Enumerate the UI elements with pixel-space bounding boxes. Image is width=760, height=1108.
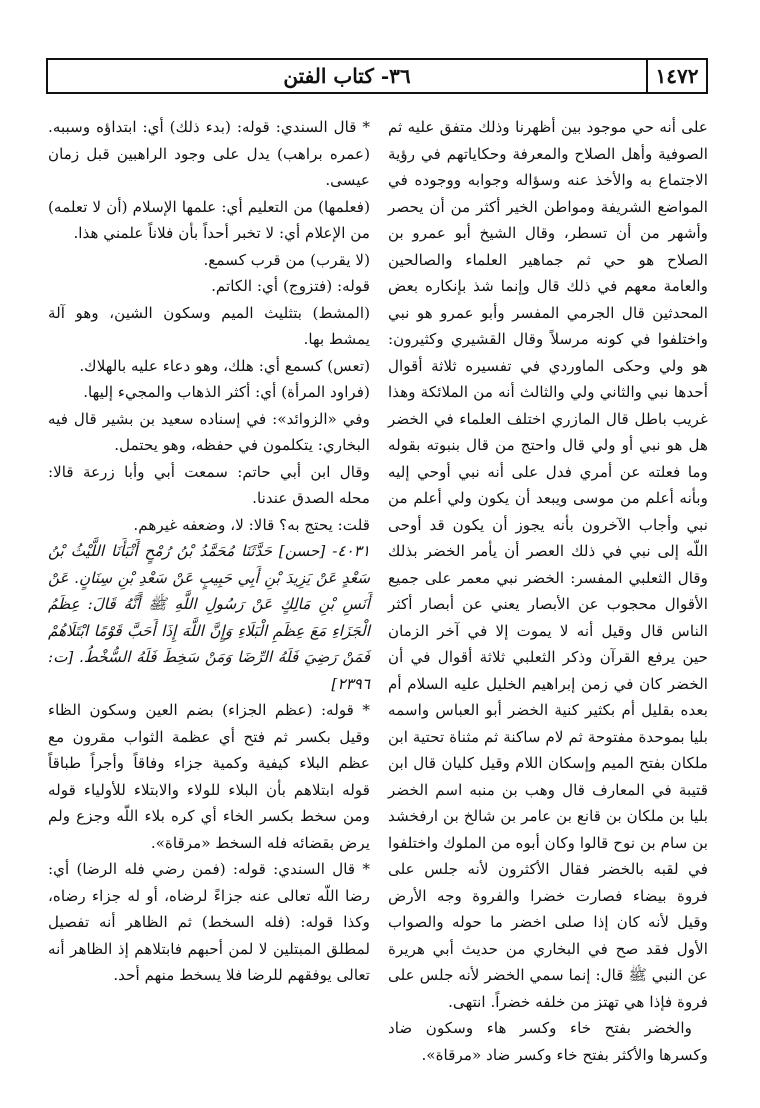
hadith-text: ٤٠٣١- [حسن] حَدَّثَنَا مُحَمَّدُ بْنُ رُمْحٍ أَنْبَأَنَا اللَّيْثُ بْنُ سَعْدٍ عَنْ يَزِيدَ بْنِ أَبِي حَبِيبٍ عَنْ سَعْدِ بْنِ سِنَانٍ. عَنْ أَنَسِ بْنِ مَالِكٍ عَنْ رَسُولِ اللَّهِ ﷺ أَنَّهُ قَالَ: عِظَمُ الْجَزَاءِ مَعَ عِظَمِ الْبَلَاءِ وَإِنَّ اللَّهَ إِذَا أَحَبَّ قَوْمًا ابْتَلَاهُمْ فَمَنْ رَضِيَ فَلَهُ الرِّضَا وَمَنْ سَخِطَ فَلَهُ السُّخْطُ. [ت: ٢٣٩٦] [48, 542, 370, 693]
commentary-paragraph: * قال السندي: قوله: (بدء ذلك) أي: ابتداؤه وسببه. (عمره براهب) يدل على وجود الراهبين قبل زمان عيسى. [48, 118, 370, 189]
right-column [388, 114, 708, 1068]
commentary-paragraph: وفي «الزوائد»: في إسناده سعيد بن بشير قال فيه البخاري: يتكلمون في حفظه، وهو يحتمل. [48, 409, 370, 454]
commentary-paragraph: وقال ابن أبي حاتم: سمعت أبي وأبا زرعة قالا: محله الصدق عندنا. [48, 462, 370, 507]
paragraph: والخضر بفتح خاء وكسر هاء وسكون ضاد وكسرها والأكثر بفتح خاء وكسر ضاد «مرقاة». [388, 1019, 708, 1064]
left-column [48, 114, 370, 989]
commentary-paragraph: * قوله: (عظم الجزاء) بضم العين وسكون الظاء وقيل بكسر ثم فتح أي عظمة الثواب مقرون مع عظم البلاء كيفية وكمية جزاء وفاقاً وأجراً طباقاً قوله ابتلاهم بأن البلاء للولاء والابتلاء للأولياء قوله ومن سخط بكسر الخاء أي كره بلاء اللّه وجزع ولم يرض بقضائه فله السخط «مرقاة». [48, 701, 370, 852]
commentary-paragraph: (تعس) كسمع أي: هلك، وهو دعاء عليه بالهلاك. [79, 356, 370, 375]
chapter-title: ٣٦- كتاب الفتن [283, 64, 411, 88]
commentary-paragraph: قوله: (فتزوج) أي: الكاتم. [211, 277, 370, 295]
commentary-paragraph: (المشط) بتثليث الميم وسكون الشين، وهو آلة يمشط بها. [48, 303, 370, 348]
paragraph: على أنه حي موجود بين أظهرنا وذلك متفق عليه ثم الصوفية وأهل الصلاح والمعرفة وحكاياتهم في رؤية الاجتماع به والأخذ عنه وسؤاله وجوابه ووجوده في المواضع الشريفة ومواطن الخير أكثر من أن يحصر وأشهر من أن تسطر، وقال الشيخ أبو عمرو بن الصلاح هو حي ثم جماهير العلماء والصالحين والعامة معهم في ذلك قال وإنما شذ بإنكاره بعض المحدثين قال الجرمي المفسر وأبو عمرو هو نبي واختلفوا في كونه مرسلاً وقال القشيري وكثيرون: هو ولي وحكى الماوردي في تفسيره ثلاثة أقوال أحدها نبي والثاني ولي والثالث أنه من الملائكة وهذا غريب باطل قال المازري اختلف العلماء في الخضر هل هو نبي أو ولي قال واحتج من قال بنبوته بقوله وما فعلته عن أمري فدل على أنه نبي أوحي إليه وبأنه أعلم من موسى ويبعد أن يكون ولي أعلم من نبي وأجاب الآخرون بأنه يجوز أن يكون قد أوحى اللّه إلى نبي في ذلك العصر أن يأمر الخضر بذلك وقال الثعلبي المفسر: الخضر نبي معمر على جميع الأقوال محجوب عن الأبصار يعني عن أبصار أكثر الناس قال وقيل أنه لا يموت إلا في آخر الزمان حين يرفع القرآن وذكر الثعلبي ثلاثة أقوال في أن الخضر كان في زمن إبراهيم الخليل عليه السلام أم بعده بقليل أم بكثير كنية الخضر أبو العباس واسمه بليا بموحدة مفتوحة ثم لام ساكنة ثم مثناة تحتية ابن ملكان بفتح الميم وإسكان اللام وقيل كليان قال ابن قتيبة في المعارف قال وهب بن منبه اسم الخضر بليا بن ملكان بن قانع بن عامر بن شالخ بن ارفخشد بن سام بن نوح قالوا وكان أبوه من الملوك واختلفوا في لقبه بالخضر فقال الأكثرون لأنه جلس على فروة بيضاء فصارت خضرا والفروة وجه الأرض وقيل لأنه كان إذا صلى اخضر ما حوله والصواب الأول فقد صح في البخاري من حديث أبي هريرة عن النبي ﷺ قال: إنما سمي الخضر لأنه جلس على فروة فإذا هي تهتز من خلفه خضراً. انتهى. [388, 118, 708, 1011]
commentary-paragraph: * قال السندي: قوله: (فمن رضي فله الرضا) أي: رضا اللّه تعالى عنه جزاءً لرضاه، أو له جزاء رضاه، وكذا قوله: (فله السخط) ثم الظاهر أنه تفصيل لمطلق المبتلين لا لمن أحبهم فابتلاهم إذ الظاهر أنه تعالى يوفقهم للرضا فلا يسخط منهم أحد. [48, 860, 370, 984]
page-header [46, 58, 708, 94]
commentary-paragraph: (فراود المرأة) أي: أكثر الذهاب والمجيء إليها. [83, 383, 370, 401]
page-number: ١٤٧٢ [646, 60, 706, 92]
commentary-paragraph: (فعلمها) من التعليم أي: علمها الإسلام (أن لا تعلمه) من الإعلام أي: لا تخبر أحداً بأن فلاناً علمني هذا. [48, 197, 370, 242]
commentary-paragraph: قلت: يحتج به؟ قالا: لا، وضعفه غيرهم. [133, 515, 370, 534]
commentary-paragraph: (لا يقرب) من قرب كسمع. [203, 250, 370, 269]
